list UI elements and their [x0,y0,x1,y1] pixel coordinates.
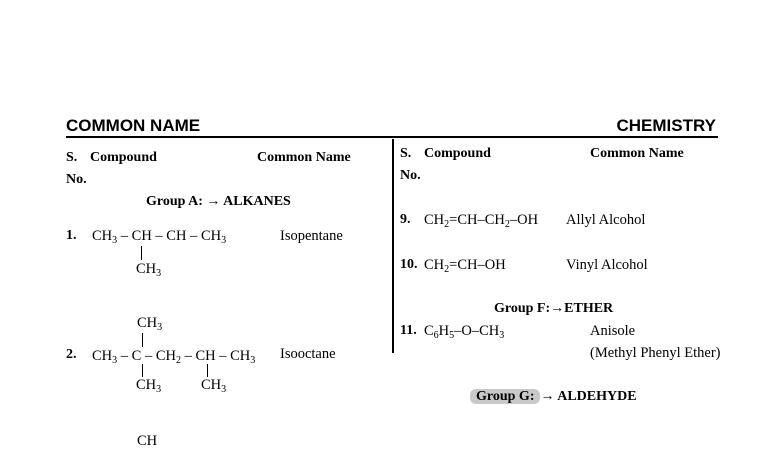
row2-bottom-branch-2: $CH_3$ [201,377,227,395]
group-f-heading: Group F:→ETHER [494,301,614,316]
header-rule [66,136,718,138]
row1-common-name: Isopentane [280,228,343,244]
right-col-compound: Compound [424,146,491,161]
row2-bottom-bond-2 [207,364,208,377]
row2-top-bond [142,333,143,347]
right-col-sno: S. [400,146,412,161]
group-a-heading: Group A: → ALKANES [146,194,291,209]
row1-branch: $CH_3$ [136,261,162,279]
row1-formula: $CH_3$ – CH – CH – $CH_3$ [92,228,227,246]
row11-common-name: Anisole [590,323,636,339]
column-divider [392,139,394,353]
left-col-common-name: Common Name [257,150,351,165]
row9-common-name: Allyl Alcohol [566,212,646,228]
row10-formula: $CH_2=CH-OH$ [424,257,506,275]
row2-bottom-branch-1: $CH_3$ [136,377,162,395]
row9-number: 9. [400,212,411,227]
row10-number: 10. [400,257,418,272]
group-g-highlight: Group G: [470,389,540,404]
row2-top-branch: $CH_3$ [137,315,163,333]
left-col-no: No. [66,172,87,187]
left-col-compound: Compound [90,150,157,165]
row2-common-name: Isooctane [280,346,336,362]
row11-formula: $C_6H_5-O-CH_3$ [424,323,505,341]
row2-bottom-bond-1 [142,364,143,377]
right-col-common-name: Common Name [590,146,684,161]
row1-branch-bond [141,246,142,260]
header-left-title: COMMON NAME [66,116,201,135]
group-g-heading: Group G: → ALDEHYDE [470,389,637,405]
row2-number: 2. [66,347,77,362]
left-col-sno: S. [66,150,78,165]
row1-number: 1. [66,228,77,243]
row2-formula: $CH_3$ – C – $CH_2$ – CH – $CH_3$ [92,348,256,366]
row10-common-name: Vinyl Alcohol [566,257,648,273]
header-right-title: CHEMISTRY [616,116,716,135]
row11-common-name-alt: (Methyl Phenyl Ether) [590,345,721,361]
row11-number: 11. [400,323,417,338]
cut-off-formula: CH [137,433,158,449]
row9-formula: $CH_2=CH-CH_2-OH$ [424,212,539,230]
right-col-no: No. [400,168,421,183]
